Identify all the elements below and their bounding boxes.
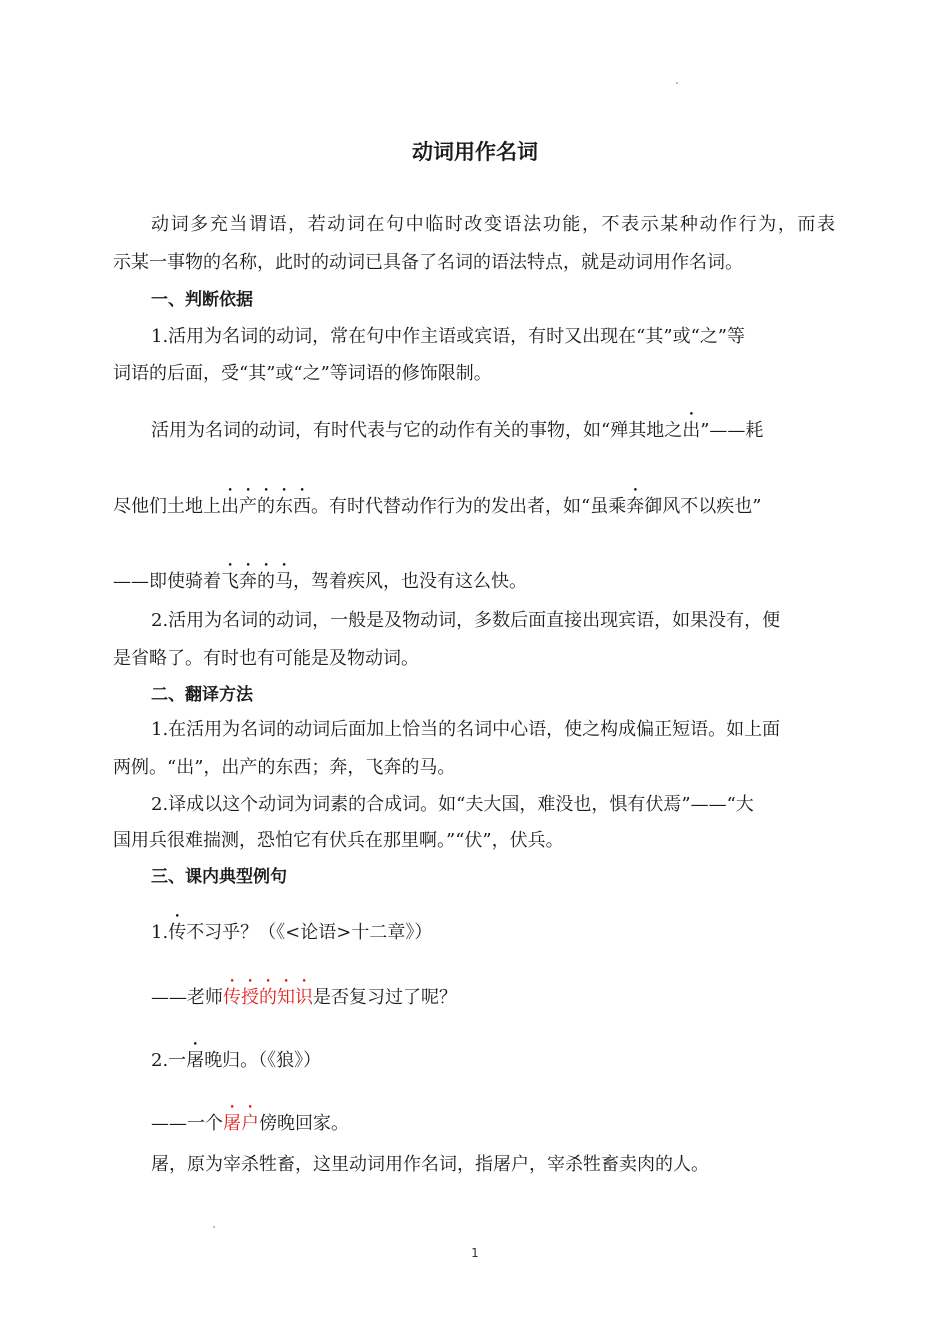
example-1	[151, 912, 432, 946]
s1-p2-line-2	[113, 486, 761, 520]
intro-line-1: 动词多充当谓语，若动词在句中临时改变语法功能，不表示某种动作行为，而表	[151, 214, 835, 235]
s1-p1-line-2: 词语的后面，受“其”或“之”等词语的修饰限制。	[113, 363, 492, 384]
page-title: 动词用作名词	[412, 140, 538, 164]
text-segment: ”——耗	[700, 420, 764, 441]
section-heading-2: 二、翻译方法	[151, 685, 253, 705]
explanation-note: 屠，原为宰杀牲畜，这里动词用作名词，指屠户，宰杀牲畜卖肉的人。	[151, 1154, 709, 1175]
text-segment: 傍晚回家。	[259, 1113, 349, 1134]
text-segment: 晚归。（《狼》）	[204, 1050, 322, 1071]
emphasized-word: 出	[682, 420, 701, 441]
s2-p2-line-1: 2.译成以这个动词为词素的合成词。如“夫大国，难没也，惧有伏焉”——“大	[151, 794, 754, 815]
example-1-translation	[151, 977, 457, 1011]
highlighted-phrase: 屠户	[223, 1113, 259, 1134]
s1-p2-line-3	[113, 561, 527, 595]
text-segment: 不习乎？（《<论语>十二章》）	[186, 922, 433, 943]
text-segment: ——老师	[151, 987, 223, 1008]
text-segment: 御风不以疾也”	[644, 496, 762, 517]
example-2-translation	[151, 1103, 349, 1137]
scan-speck	[213, 1226, 215, 1228]
emphasized-phrase: 出产的东西	[221, 496, 311, 517]
emphasized-phrase: 飞奔的马	[221, 571, 293, 592]
s2-p2-line-2: 国用兵很难揣测，恐怕它有伏兵在那里啊。”“伏”，伏兵。	[113, 830, 564, 851]
section-heading-3: 三、课内典型例句	[151, 867, 287, 887]
emphasized-word: 奔	[626, 496, 645, 517]
text-segment: ——一个	[151, 1113, 223, 1134]
text-segment: 尽他们土地上	[113, 496, 221, 517]
text-segment: ，驾着疾风，也没有这么快。	[293, 571, 527, 592]
highlighted-phrase: 传授的知识	[223, 987, 313, 1008]
s1-p1-line-1: 1.活用为名词的动词，常在句中作主语或宾语，有时又出现在“其”或“之”等	[151, 326, 745, 347]
text-segment: 2.一	[151, 1050, 187, 1071]
intro-line-2: 示某一事物的名称，此时的动词已具备了名词的语法特点，就是动词用作名词。	[113, 252, 743, 273]
s2-p1-line-1: 1.在活用为名词的动词后面加上恰当的名词中心语，使之构成偏正短语。如上面	[151, 719, 781, 740]
emphasized-word: 传	[168, 922, 187, 943]
text-segment: 活用为名词的动词，有时代表与它的动作有关的事物，如“殚其地之	[151, 420, 683, 441]
scan-speck	[676, 82, 678, 84]
page-number: 1	[471, 1246, 479, 1260]
s2-p1-line-2: 两例。“出”，出产的东西；奔，飞奔的马。	[113, 757, 456, 778]
section-heading-1: 一、判断依据	[151, 290, 253, 310]
example-2	[151, 1040, 321, 1074]
text-segment: ——即使骑着	[113, 571, 221, 592]
s1-p2-line-1	[151, 410, 763, 444]
emphasized-word: 屠	[186, 1050, 205, 1071]
s1-p3-line-1: 2.活用为名词的动词，一般是及物动词，多数后面直接出现宾语，如果没有，便	[151, 610, 781, 631]
text-segment: 。有时代替动作行为的发出者，如“虽乘	[311, 496, 627, 517]
text-segment: 是否复习过了呢？	[313, 987, 457, 1008]
s1-p3-line-2: 是省略了。有时也有可能是及物动词。	[113, 648, 419, 669]
text-segment: 1.	[151, 922, 169, 943]
